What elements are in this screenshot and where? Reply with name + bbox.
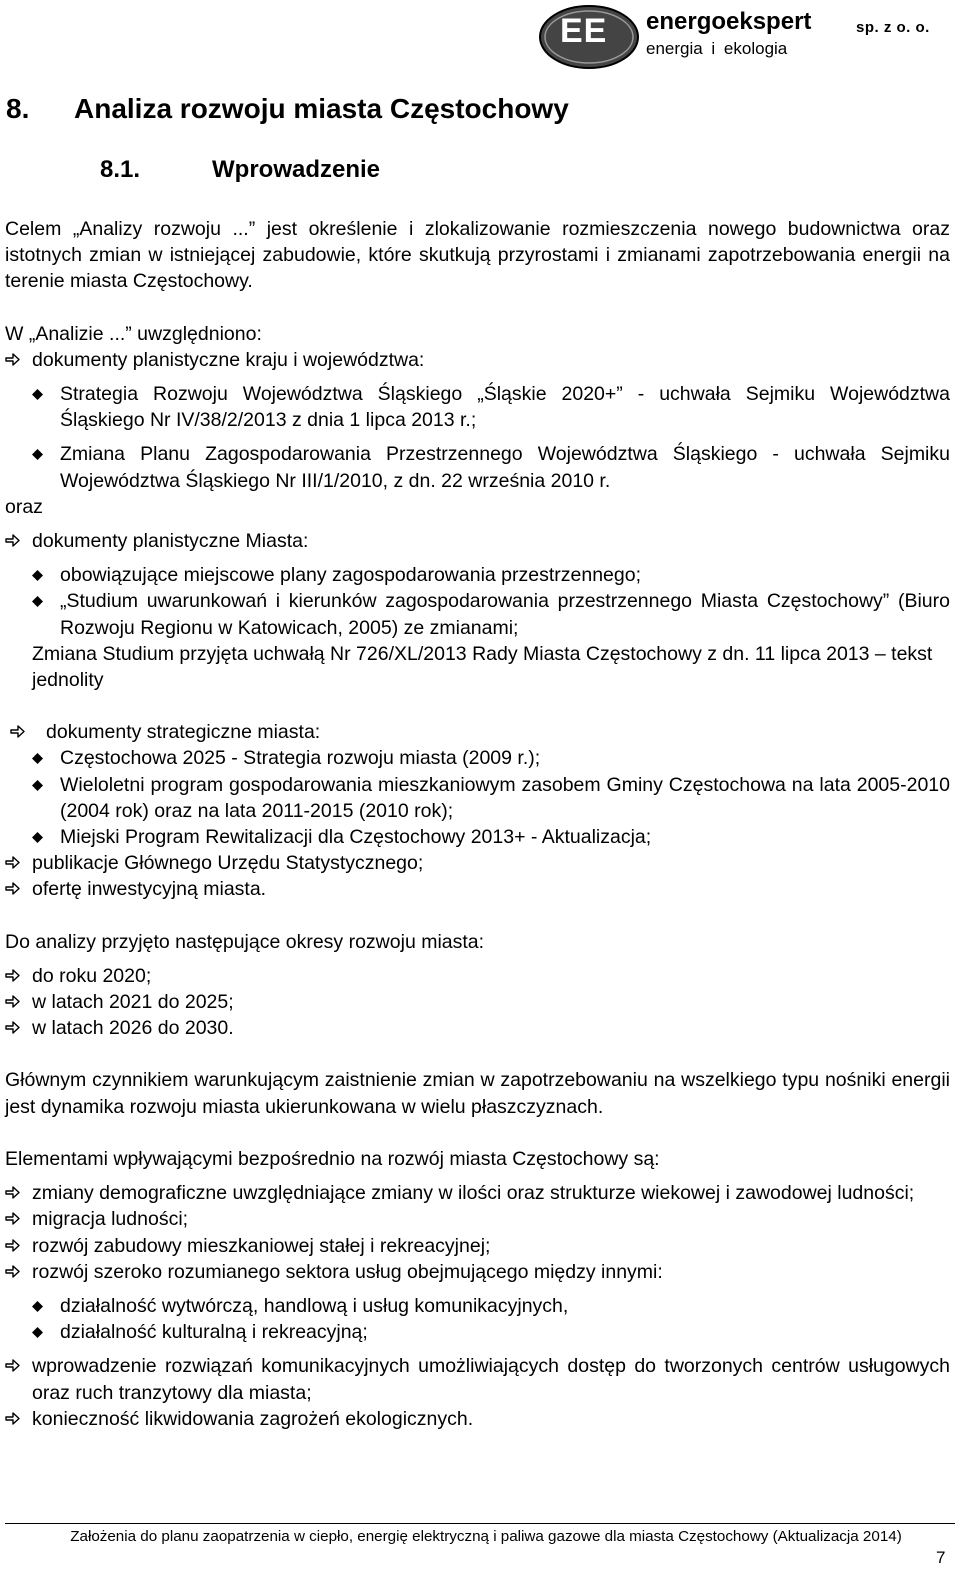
diamond-bullet-icon bbox=[32, 832, 43, 843]
city-docs-note: Zmiana Studium przyjęta uchwałą Nr 726/XL/2013 Rady Miasta Częstochowy z dn. 11 lipca 2013 – tekst jednolity bbox=[32, 642, 933, 692]
list-item bbox=[5, 1180, 950, 1206]
list-item bbox=[5, 562, 950, 588]
strategic-doc-item: Częstochowa 2025 - Strategia rozwoju miasta (2009 r.); bbox=[60, 747, 541, 770]
list-item bbox=[5, 1259, 950, 1285]
element-item: zmiany demograficzne uwzględniające zmiany w ilości oraz strukturze wiekowej i zawodowej ludności; bbox=[32, 1182, 915, 1205]
list-item bbox=[5, 441, 950, 493]
included-lead: W „Analizie ...” uwzględniono: bbox=[5, 322, 262, 345]
periods-lead: Do analizy przyjęto następujące okresy rozwoju miasta: bbox=[5, 930, 485, 953]
arrow-right-icon bbox=[5, 1233, 20, 1259]
arrow-right-icon bbox=[5, 1353, 20, 1379]
diamond-bullet-icon bbox=[32, 1327, 43, 1338]
list-item bbox=[5, 850, 950, 876]
elements-lead: Elementami wpływającymi bezpośrednio na rozwój miasta Częstochowy są: bbox=[5, 1147, 660, 1170]
strategic-doc-item: Wieloletni program gospodarowania mieszkaniowym zasobem Gminy Częstochowa na lata 2005-2010 (2004 rok) oraz na lata 2011-2015 (2010 rok); bbox=[60, 773, 950, 822]
regional-doc-item: Strategia Rozwoju Województwa Śląskiego „Śląskie 2020+” - uchwała Sejmiku Województwa Śląskiego Nr IV/38/2/2013 z dnia 1 lipca 2013 r.; bbox=[60, 383, 950, 432]
period-item: do roku 2020; bbox=[32, 964, 152, 987]
intro-paragraph: Celem „Analizy rozwoju ...” jest określenie i zlokalizowanie rozmieszczenia nowego budownictwa oraz istotnych zmian w istniejącej zabudowie, które skutkują przyrostami i zmianami zapotrzebowania energii na terenie miasta Częstochowy. bbox=[5, 218, 950, 293]
subsection-title: Wprowadzenie bbox=[212, 156, 381, 183]
list-item bbox=[5, 1353, 950, 1405]
list-item bbox=[5, 1015, 950, 1041]
arrow-right-icon bbox=[5, 1259, 20, 1285]
body-content bbox=[5, 216, 950, 1432]
diamond-bullet-icon bbox=[32, 449, 43, 460]
city-doc-item: obowiązujące miejscowe plany zagospodarowania przestrzennego; bbox=[60, 564, 642, 587]
list-item bbox=[5, 588, 950, 640]
list-item bbox=[5, 963, 950, 989]
list-item bbox=[5, 745, 950, 771]
element-item: konieczność likwidowania zagrożeń ekologicznych. bbox=[32, 1407, 474, 1430]
arrow-right-icon bbox=[5, 989, 20, 1015]
element-item: wprowadzenie rozwiązań komunikacyjnych umożliwiających dostęp do tworzonych centrów usługowych oraz ruch tranzytowy dla miasta; bbox=[32, 1355, 950, 1404]
list-item bbox=[5, 772, 950, 824]
arrow-right-icon bbox=[5, 528, 20, 554]
list-item bbox=[5, 1319, 950, 1345]
arrow-right-icon bbox=[5, 1180, 20, 1206]
period-item: w latach 2026 do 2030. bbox=[32, 1017, 234, 1040]
arrow-right-icon bbox=[5, 1206, 20, 1232]
company-name: energoekspert bbox=[646, 8, 812, 35]
city-doc-item: „Studium uwarunkowań i kierunków zagospodarowania przestrzennego Miasta Częstochowy” (Biuro Rozwoju Regionu w Katowicach, 2005) ze zmianami; bbox=[60, 590, 950, 639]
oraz-text: oraz bbox=[5, 495, 43, 518]
period-item: w latach 2021 do 2025; bbox=[32, 991, 234, 1014]
section-heading bbox=[6, 93, 569, 125]
element-item: migracja ludności; bbox=[32, 1208, 189, 1231]
regional-doc-item: Zmiana Planu Zagospodarowania Przestrzennego Województwa Śląskiego - uchwała Sejmiku Województwa Śląskiego Nr III/1/2010, z dn. 22 września 2010 r. bbox=[60, 443, 950, 492]
service-item: działalność wytwórczą, handlową i usług komunikacyjnych, bbox=[60, 1294, 569, 1317]
footer-divider bbox=[5, 1523, 955, 1524]
other-source-item: publikacje Głównego Urzędu Statystycznego; bbox=[32, 852, 424, 875]
logo-mark: EE bbox=[560, 12, 608, 50]
list-item bbox=[5, 719, 950, 745]
list-item bbox=[5, 989, 950, 1015]
element-item: rozwój zabudowy mieszkaniowej stałej i rekreacyjnej; bbox=[32, 1234, 491, 1257]
list-item bbox=[5, 1233, 950, 1259]
diamond-bullet-icon bbox=[32, 389, 43, 400]
diamond-bullet-icon bbox=[32, 570, 43, 581]
list-item bbox=[5, 1406, 950, 1432]
arrow-right-icon bbox=[10, 719, 25, 745]
section-number: 8. bbox=[6, 93, 30, 124]
service-item: działalność kulturalną i rekreacyjną; bbox=[60, 1321, 368, 1344]
list-item bbox=[5, 824, 950, 850]
list-item bbox=[5, 381, 950, 433]
subsection-number: 8.1. bbox=[100, 156, 141, 183]
footer-text: Założenia do planu zaopatrzenia w ciepło, energię elektryczną i paliwa gazowe dla miasta Częstochowy (Aktualizacja 2014) bbox=[70, 1528, 902, 1545]
arrow-right-icon bbox=[5, 876, 20, 902]
diamond-bullet-icon bbox=[32, 780, 43, 791]
company-tagline: energia i ekologia bbox=[646, 39, 788, 58]
strategic-doc-item: Miejski Program Rewitalizacji dla Częstochowy 2013+ - Aktualizacja; bbox=[60, 826, 652, 849]
diamond-bullet-icon bbox=[32, 1301, 43, 1312]
list-item bbox=[5, 1293, 950, 1319]
arrow-right-icon bbox=[5, 1406, 20, 1432]
arrow-right-icon bbox=[5, 963, 20, 989]
arrow-right-icon bbox=[5, 1015, 20, 1041]
arrow-right-icon bbox=[5, 347, 20, 373]
arrow-right-icon bbox=[5, 850, 20, 876]
section-title: Analiza rozwoju miasta Częstochowy bbox=[74, 93, 569, 124]
other-source-item: ofertę inwestycyjną miasta. bbox=[32, 878, 267, 901]
city-docs-label: dokumenty planistyczne Miasta: bbox=[32, 530, 309, 553]
element-item: rozwój szeroko rozumianego sektora usług obejmującego między innymi: bbox=[32, 1260, 663, 1283]
regional-docs-label: dokumenty planistyczne kraju i województwa: bbox=[32, 348, 425, 371]
list-item bbox=[5, 1206, 950, 1232]
main-factor-paragraph: Głównym czynnikiem warunkującym zaistnienie zmian w zapotrzebowaniu na wszelkiego typu nośniki energii jest dynamika rozwoju miasta ukierunkowana w wielu płaszczyznach. bbox=[5, 1069, 950, 1118]
list-item bbox=[5, 347, 950, 373]
company-suffix: sp. z o. o. bbox=[856, 19, 930, 36]
page-number: 7 bbox=[936, 1548, 946, 1567]
subsection-heading bbox=[100, 156, 380, 184]
diamond-bullet-icon bbox=[32, 596, 43, 607]
strategic-docs-label: dokumenty strategiczne miasta: bbox=[46, 721, 321, 744]
diamond-bullet-icon bbox=[32, 753, 43, 764]
list-item bbox=[5, 528, 950, 554]
list-item bbox=[5, 876, 950, 902]
company-logo bbox=[538, 4, 938, 70]
